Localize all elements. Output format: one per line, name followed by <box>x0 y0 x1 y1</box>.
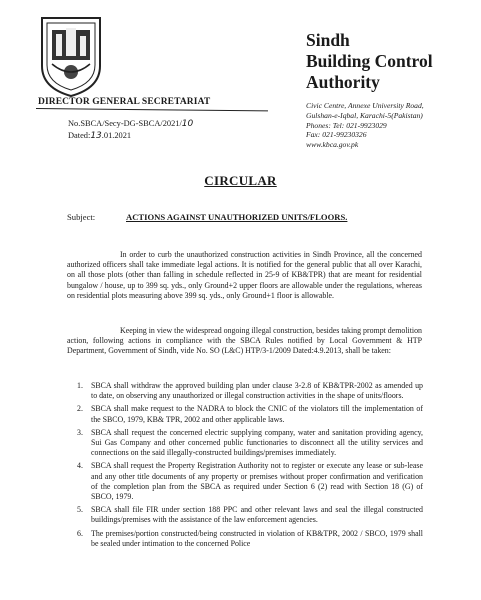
list-item-number: 4. <box>77 461 83 471</box>
subject-value: ACTIONS AGAINST UNAUTHORIZED UNITS/FLOORS. <box>126 212 348 222</box>
org-name-line3: Authority <box>306 72 380 92</box>
body-paragraph: Keeping in view the widespread ongoing illegal construction, besides taking prompt demolition action, following actions in compliance with the SBCA Rules notified by Local Government & HTP Department, Government of Sindh, vide No. SO (L&C) HTP/3-1/2009 Dated:4.9.2013, shall be taken: <box>67 326 422 356</box>
subject-label: Subject: <box>67 212 96 222</box>
action-list <box>77 381 423 552</box>
list-item <box>77 529 423 549</box>
department-heading: DIRECTOR GENERAL SECRETARIAT <box>38 97 211 107</box>
address-line: Civic Centre, Annexe University Road, <box>306 101 424 110</box>
list-item-text: SBCA shall request the Property Registration Authority not to register or execute any lease or sub-lease and any other title documents of any property or premises without proper confirmation and verification of the completion plan from the SBCA as required under Section 6 (2) read with Section 18 (G) of SBCO, 1979. <box>91 461 423 502</box>
list-item-number: 2. <box>77 404 83 414</box>
sbca-logo <box>38 14 104 98</box>
list-item <box>77 381 423 401</box>
list-item <box>77 428 423 459</box>
list-item-text: SBCA shall file FIR under section 188 PPC and other relevant laws and seal the illegal constructed buildings/premises with the assistance of the law enforcement agencies. <box>91 505 423 525</box>
reference-block <box>68 118 193 142</box>
document-title: CIRCULAR <box>204 173 277 188</box>
organization-name <box>306 30 433 93</box>
fax-line: Fax: 021-99230326 <box>306 130 367 140</box>
list-item-text: SBCA shall make request to the NADRA to block the CNIC of the violators till the implementation of the SBCO, 1979, KB& TPR, 2002 and other applicable laws. <box>91 404 423 424</box>
list-item-number: 1. <box>77 381 83 390</box>
website-line: www.kbca.gov.pk <box>306 140 359 150</box>
org-name-line1: Sindh <box>306 30 350 50</box>
list-item-number: 6. <box>77 528 83 538</box>
list-item-number: 3. <box>77 427 83 437</box>
list-item <box>77 505 423 525</box>
reference-number: No.SBCA/Secy-DG-SBCA/2021/10 <box>68 119 194 129</box>
address-line: Gulshan-e-Iqbal, Karachi-5(Pakistan) <box>306 110 423 120</box>
list-item-text: SBCA shall withdraw the approved building plan under clause 3-2.8 of KB&TPR-2002 as amended up to date, on observing any unauthorized or illegal construction activities in the shape of units/floors. <box>91 381 423 401</box>
list-item-text: SBCA shall request the concerned electric supplying company, water and sanitation providing agency, Sui Gas Company and other concerned public functionaries to disconnect all the utility services and connections on the said illegally-constructed buildings/premises immediately. <box>91 427 423 458</box>
body-paragraph: In order to curb the unauthorized construction activities in Sindh Province, all the concerned authorized officers shall take immediate legal actions. It is notified for the general public that all over Karachi, on all those plots (other than falling in schedule reflected in 25-9 of KB&TPR) that are meant for residential bungalow / house, up to 399 sq. yds., only Ground+2 upper floors are allowable under the regulations, whereas on residential plots measuring above 399 sq. yds., only Ground+1 floor is allowable. <box>67 250 422 300</box>
phone-line: Phones: Tel: 021-9923029 <box>306 120 387 130</box>
list-item <box>77 461 423 502</box>
reference-date: Dated:13.01.2021 <box>68 131 132 141</box>
org-name-line2: Building Control <box>306 51 433 71</box>
list-item-text: The premises/portion constructed/being constructed in violation of KB&TPR, 2002 / SBCO, 1979 shall be sealed under intimation to the concerned Police <box>91 528 423 548</box>
list-item <box>77 404 423 424</box>
address-block <box>306 101 424 150</box>
list-item-number: 5. <box>77 505 83 515</box>
department-rule <box>36 108 268 111</box>
